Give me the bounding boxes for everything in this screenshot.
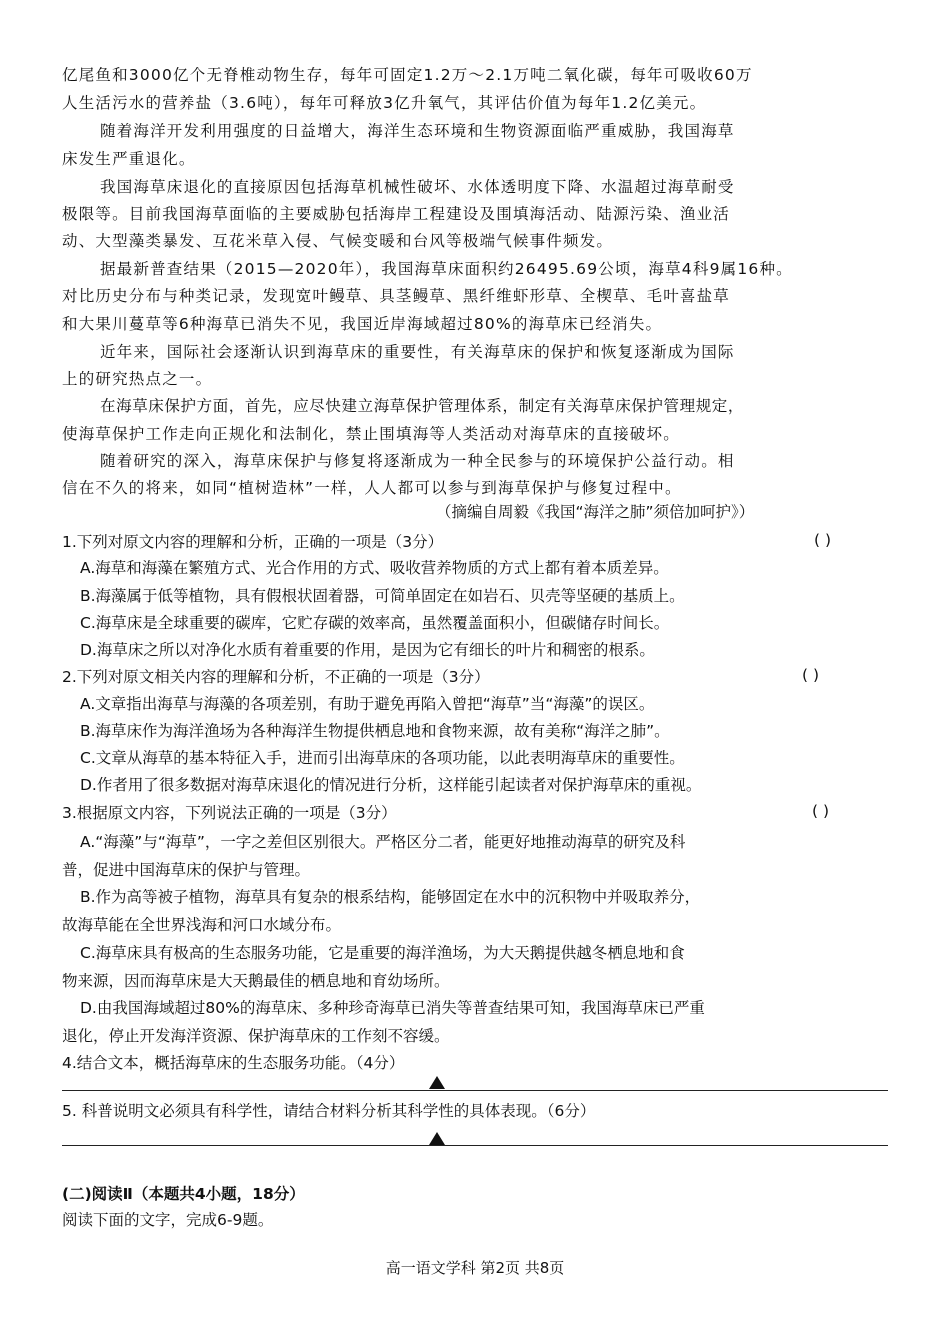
option-c: C.海草床是全球重要的碳库，它贮存碳的效率高，虽然覆盖面积小，但碳储存时间长。 bbox=[80, 614, 670, 632]
question-1-stem: 1.下列对原文内容的理解和分析，正确的一项是（3分） bbox=[62, 533, 444, 551]
passage-line: 据最新普查结果（2015—2020年），我国海草床面积约26495.69公顷，海草4科9属16种。 bbox=[100, 260, 793, 278]
passage-line: 近年来，国际社会逐渐认识到海草床的重要性，有关海草床的保护和恢复逐渐成为国际 bbox=[100, 343, 735, 361]
question-4-stem: 4.结合文本，概括海草床的生态服务功能。（4分） bbox=[62, 1054, 405, 1072]
passage-line: 我国海草床退化的直接原因包括海草机械性破坏、水体透明度下降、水温超过海草耐受 bbox=[100, 178, 735, 196]
option-a: A.“海藻”与“海草”，一字之差但区别很大。严格区分二者，能更好地推动海草的研究及科 bbox=[80, 833, 686, 851]
answer-paren: ( ) bbox=[812, 802, 830, 820]
option-a-cont: 普，促进中国海草床的保护与管理。 bbox=[62, 861, 311, 879]
question-5-stem: 5. 科普说明文必须具有科学性，请结合材料分析其科学性的具体表现。（6分） bbox=[62, 1102, 596, 1120]
option-b: B.海草床作为海洋渔场为各种海洋生物提供栖息地和食物来源，故有美称“海洋之肺”。 bbox=[80, 722, 670, 740]
passage-line: 动、大型藻类暴发、互花米草入侵、气候变暖和台风等极端气候事件频发。 bbox=[62, 232, 614, 250]
question-2-stem: 2.下列对原文相关内容的理解和分析，不正确的一项是（3分） bbox=[62, 668, 490, 686]
passage-line: 随着研究的深入，海草床保护与修复将逐渐成为一种全民参与的环境保护公益行动。相 bbox=[100, 452, 735, 470]
passage-line: 在海草床保护方面，首先，应尽快建立海草保护管理体系，制定有关海草床保护管理规定， bbox=[100, 397, 745, 415]
passage-line: 床发生严重退化。 bbox=[62, 150, 196, 168]
option-a: A.文章指出海草与海藻的各项差别，有助于避免再陷入曾把“海草”当“海藻”的误区。 bbox=[80, 695, 655, 713]
option-a: A.海草和海藻在繁殖方式、光合作用的方式、吸收营养物质的方式上都有着本质差异。 bbox=[80, 559, 669, 577]
triangle-marker-icon bbox=[429, 1076, 445, 1089]
passage-line: 亿尾鱼和3000亿个无脊椎动物生存，每年可固定1.2万～2.1万吨二氧化碳，每年可吸收60万 bbox=[62, 66, 753, 84]
passage-line: 使海草保护工作走向正规化和法制化，禁止围填海等人类活动对海草床的直接破坏。 bbox=[62, 425, 680, 443]
option-b-cont: 故海草能在全世界浅海和河口水域分布。 bbox=[62, 916, 342, 934]
option-d: D.由我国海域超过80%的海草床、多种珍奇海草已消失等普查结果可知，我国海草床已严重 bbox=[80, 999, 705, 1017]
passage-line: 人生活污水的营养盐（3.6吨），每年可释放3亿升氧气，其评估价值为每年1.2亿美元。 bbox=[62, 94, 707, 112]
passage-line: 极限等。目前我国海草面临的主要威胁包括海岸工程建设及围填海活动、陆源污染、渔业活 bbox=[62, 205, 731, 223]
option-d: D.海草床之所以对净化水质有着重要的作用，是因为它有细长的叶片和稠密的根系。 bbox=[80, 641, 655, 659]
answer-paren: ( ) bbox=[814, 531, 832, 549]
answer-line bbox=[62, 1145, 888, 1146]
option-c: C.海草床具有极高的生态服务功能，它是重要的海洋渔场，为大天鹅提供越冬栖息地和食 bbox=[80, 944, 685, 962]
answer-paren: ( ) bbox=[802, 666, 820, 684]
option-b: B.作为高等被子植物，海草具有复杂的根系结构，能够固定在水中的沉积物中并吸取养分， bbox=[80, 888, 701, 906]
page-footer: 高一语文学科 第2页 共8页 bbox=[385, 1259, 565, 1277]
passage-line: 上的研究热点之一。 bbox=[62, 370, 213, 388]
section-title: (二)阅读Ⅱ（本题共4小题，18分） bbox=[62, 1185, 305, 1203]
passage-line: 和大果川蔓草等6种海草已消失不见，我国近岸海域超过80%的海草床已经消失。 bbox=[62, 315, 663, 333]
question-3-stem: 3.根据原文内容，下列说法正确的一项是（3分） bbox=[62, 804, 397, 822]
option-d: D.作者用了很多数据对海草床退化的情况进行分析，这样能引起读者对保护海草床的重视。 bbox=[80, 776, 702, 794]
option-c-cont: 物来源，因而海草床是大天鹅最佳的栖息地和育幼场所。 bbox=[62, 972, 450, 990]
option-d-cont: 退化，停止开发海洋资源、保护海草床的工作刻不容缓。 bbox=[62, 1027, 450, 1045]
answer-line bbox=[62, 1090, 888, 1091]
triangle-marker-icon bbox=[429, 1132, 445, 1145]
passage-line: 对比历史分布与种类记录，发现宽叶鳗草、具茎鳗草、黑纤维虾形草、全楔草、毛叶喜盐草 bbox=[62, 287, 731, 305]
passage-line: 信在不久的将来，如同“植树造林”一样，人人都可以参与到海草保护与修复过程中。 bbox=[62, 479, 682, 497]
section-instruction: 阅读下面的文字，完成6-9题。 bbox=[62, 1211, 274, 1229]
passage-line: 随着海洋开发利用强度的日益增大，海洋生态环境和生物资源面临严重威胁，我国海草 bbox=[100, 122, 735, 140]
option-b: B.海藻属于低等植物，具有假根状固着器，可简单固定在如岩石、贝壳等坚硬的基质上。 bbox=[80, 587, 685, 605]
option-c: C.文章从海草的基本特征入手，进而引出海草床的各项功能，以此表明海草床的重要性。 bbox=[80, 749, 685, 767]
source-citation: （摘编自周毅《我国“海洋之肺”须倍加呵护》） bbox=[436, 503, 755, 521]
